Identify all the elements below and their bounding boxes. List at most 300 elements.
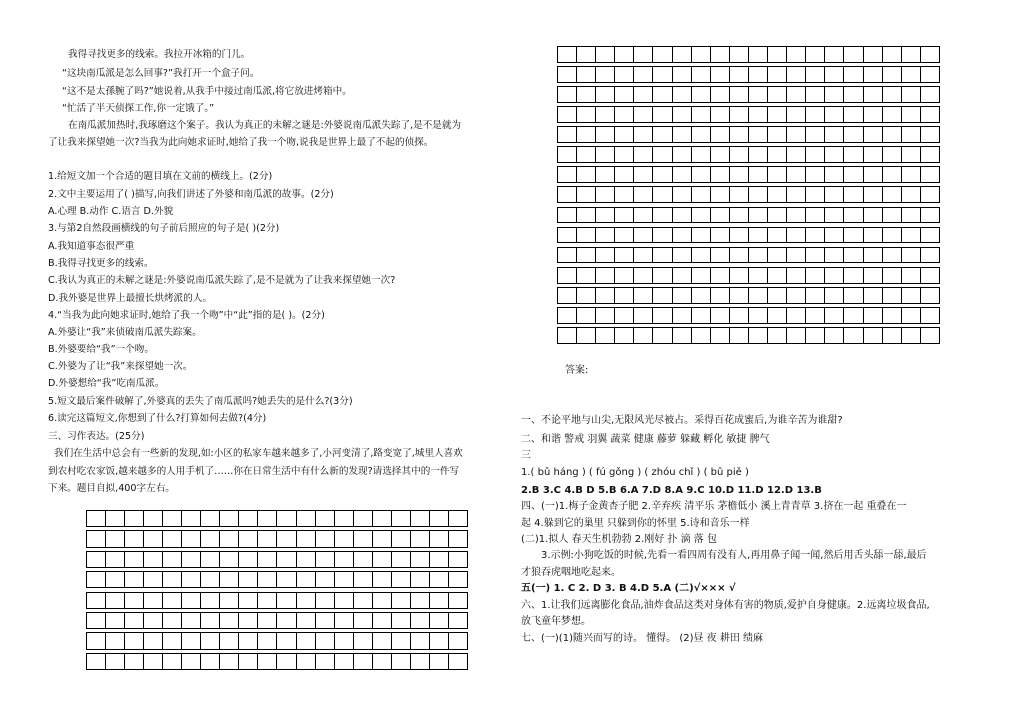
grid-cell	[806, 327, 825, 343]
grid-cell	[391, 653, 410, 669]
grid-cell	[748, 267, 767, 283]
grid-cell	[634, 227, 653, 243]
grid-cell	[787, 67, 806, 83]
grid-cell	[106, 633, 125, 649]
grid-cell	[577, 167, 596, 183]
grid-cell	[787, 327, 806, 343]
grid-cell	[125, 572, 144, 588]
grid-cell	[163, 633, 182, 649]
grid-cell	[920, 267, 939, 283]
question-4-option-c: C.外婆为了让“我”来探望她一次。	[48, 361, 193, 372]
grid-cell	[353, 551, 372, 567]
grid-cell	[634, 247, 653, 263]
grid-cell	[901, 107, 920, 123]
grid-cell	[653, 207, 672, 223]
grid-cell	[220, 613, 239, 629]
grid-cell	[125, 551, 144, 567]
grid-cell	[882, 47, 901, 63]
grid-row	[87, 531, 468, 547]
grid-cell	[87, 531, 106, 547]
grid-cell	[672, 147, 691, 163]
grid-cell	[577, 187, 596, 203]
grid-cell	[410, 551, 429, 567]
grid-cell	[277, 531, 296, 547]
grid-cell	[239, 511, 258, 527]
grid-cell	[920, 127, 939, 143]
grid-cell	[691, 307, 710, 323]
grid-cell	[615, 227, 634, 243]
grid-cell	[882, 267, 901, 283]
grid-row	[558, 67, 940, 83]
grid-cell	[672, 67, 691, 83]
grid-cell	[710, 267, 729, 283]
grid-cell	[220, 531, 239, 547]
grid-cell	[806, 67, 825, 83]
grid-cell	[410, 592, 429, 608]
grid-cell	[920, 307, 939, 323]
grid-row	[558, 227, 940, 243]
grid-cell	[710, 207, 729, 223]
grid-cell	[163, 511, 182, 527]
grid-cell	[277, 633, 296, 649]
grid-cell	[672, 127, 691, 143]
question-3-option-d: D.我外婆是世界上最擅长烘烤派的人。	[48, 293, 212, 304]
grid-cell	[372, 653, 391, 669]
grid-cell	[768, 127, 787, 143]
grid-cell	[920, 207, 939, 223]
grid-cell	[634, 267, 653, 283]
grid-cell	[615, 47, 634, 63]
grid-cell	[163, 592, 182, 608]
answer-line-6: 四、(一)1.梅子金黄杏子肥 2.辛弃疾 清平乐 茅檐低小 溪上青青草 3.挤在一起 重叠在一	[521, 501, 907, 512]
grid-cell	[353, 572, 372, 588]
composition-prompt-2: 到农村吃农家饭,越来越多的人用手机了……你在日常生活中有什么新的发现?请选择其中的一件写	[48, 466, 460, 477]
grid-cell	[144, 531, 163, 547]
grid-cell	[920, 287, 939, 303]
grid-cell	[825, 47, 844, 63]
grid-cell	[920, 67, 939, 83]
question-3-option-b: B.我得寻找更多的线索。	[48, 258, 154, 269]
grid-cell	[220, 511, 239, 527]
story-line-3: “这不是太孫腕了吗?”她说着,从我手中接过南瓜派,将它放进烤箱中。	[62, 86, 352, 97]
grid-cell	[748, 247, 767, 263]
grid-cell	[201, 592, 220, 608]
grid-cell	[334, 613, 353, 629]
grid-cell	[691, 207, 710, 223]
grid-cell	[558, 307, 577, 323]
grid-cell	[920, 227, 939, 243]
grid-cell	[806, 127, 825, 143]
grid-cell	[353, 613, 372, 629]
grid-cell	[653, 227, 672, 243]
grid-cell	[825, 307, 844, 323]
grid-cell	[863, 167, 882, 183]
grid-cell	[201, 511, 220, 527]
grid-cell	[144, 511, 163, 527]
grid-cell	[901, 267, 920, 283]
grid-cell	[882, 247, 901, 263]
grid-cell	[863, 107, 882, 123]
grid-cell	[882, 287, 901, 303]
grid-cell	[220, 572, 239, 588]
grid-cell	[182, 572, 201, 588]
grid-cell	[315, 511, 334, 527]
grid-cell	[239, 653, 258, 669]
grid-cell	[296, 572, 315, 588]
grid-cell	[787, 207, 806, 223]
grid-row	[558, 287, 940, 303]
grid-cell	[920, 327, 939, 343]
grid-cell	[844, 47, 863, 63]
grid-cell	[144, 653, 163, 669]
grid-cell	[125, 613, 144, 629]
grid-cell	[634, 167, 653, 183]
grid-cell	[558, 327, 577, 343]
grid-cell	[825, 147, 844, 163]
grid-cell	[863, 267, 882, 283]
grid-cell	[239, 633, 258, 649]
grid-cell	[901, 327, 920, 343]
grid-cell	[334, 572, 353, 588]
grid-cell	[239, 531, 258, 547]
grid-cell	[882, 127, 901, 143]
grid-cell	[634, 47, 653, 63]
grid-cell	[334, 592, 353, 608]
answer-title: 答案:	[565, 365, 589, 376]
grid-cell	[615, 127, 634, 143]
answer-line-8: (二)1.拟人 春天生机勃勃 2.刚好 扑 滴 落 包	[521, 534, 717, 545]
story-line-5: 在南瓜派加热时,我琢磨这个案子。我认为真正的未解之谜是:外婆说南瓜派失踪了,是不是就为	[68, 120, 462, 131]
grid-cell	[615, 87, 634, 103]
grid-cell	[882, 67, 901, 83]
grid-cell	[410, 531, 429, 547]
grid-cell	[844, 147, 863, 163]
grid-cell	[201, 633, 220, 649]
grid-cell	[429, 653, 448, 669]
grid-cell	[634, 287, 653, 303]
grid-cell	[748, 167, 767, 183]
grid-cell	[106, 592, 125, 608]
question-4-option-b: B.外婆要给“我”一个吻。	[48, 344, 154, 355]
grid-cell	[882, 167, 901, 183]
grid-cell	[87, 511, 106, 527]
question-3: 3.与第2自然段画横线的句子前后照应的句子是( )(2分)	[48, 223, 280, 234]
grid-cell	[672, 307, 691, 323]
grid-cell	[182, 551, 201, 567]
grid-cell	[825, 267, 844, 283]
grid-cell	[410, 572, 429, 588]
grid-cell	[882, 107, 901, 123]
grid-cell	[882, 187, 901, 203]
grid-cell	[787, 287, 806, 303]
grid-cell	[806, 167, 825, 183]
grid-cell	[296, 531, 315, 547]
grid-cell	[201, 653, 220, 669]
grid-cell	[201, 551, 220, 567]
grid-cell	[106, 613, 125, 629]
grid-cell	[863, 287, 882, 303]
grid-cell	[882, 147, 901, 163]
grid-cell	[106, 551, 125, 567]
grid-cell	[691, 107, 710, 123]
grid-cell	[882, 227, 901, 243]
grid-cell	[748, 127, 767, 143]
grid-cell	[672, 207, 691, 223]
grid-cell	[844, 187, 863, 203]
grid-cell	[125, 511, 144, 527]
grid-cell	[672, 47, 691, 63]
grid-cell	[729, 67, 748, 83]
grid-row	[558, 147, 940, 163]
grid-cell	[806, 227, 825, 243]
grid-cell	[787, 167, 806, 183]
story-line-2: “这块南瓜派是怎么回事?”我打开一个盒子问。	[62, 68, 260, 79]
grid-cell	[825, 67, 844, 83]
question-1: 1.给短文加一个合适的题目填在文前的横线上。(2分)	[48, 171, 273, 182]
grid-cell	[577, 247, 596, 263]
grid-cell	[577, 87, 596, 103]
grid-cell	[634, 67, 653, 83]
grid-cell	[787, 47, 806, 63]
grid-cell	[372, 572, 391, 588]
grid-row	[87, 592, 468, 608]
grid-cell	[220, 551, 239, 567]
composition-prompt-3: 下来。题目自拟,400字左右。	[48, 483, 175, 494]
grid-cell	[353, 511, 372, 527]
grid-cell	[106, 572, 125, 588]
grid-cell	[577, 227, 596, 243]
grid-cell	[691, 287, 710, 303]
grid-cell	[87, 633, 106, 649]
answer-line-14: 七、(一)(1)随兴而写的诗。 懂得。 (2)昼 夜 耕田 绩麻	[521, 633, 764, 644]
grid-cell	[863, 47, 882, 63]
grid-cell	[277, 613, 296, 629]
grid-cell	[901, 147, 920, 163]
grid-cell	[163, 613, 182, 629]
grid-cell	[615, 107, 634, 123]
grid-cell	[577, 327, 596, 343]
grid-cell	[429, 531, 448, 547]
grid-cell	[901, 307, 920, 323]
grid-cell	[825, 87, 844, 103]
grid-cell	[653, 167, 672, 183]
grid-cell	[901, 47, 920, 63]
grid-cell	[144, 592, 163, 608]
grid-cell	[615, 327, 634, 343]
grid-cell	[710, 247, 729, 263]
grid-cell	[125, 531, 144, 547]
grid-cell	[429, 511, 448, 527]
answer-line-7: 起 4.躲到它的巢里 只躲到你的怀里 5.诗和音乐一样	[521, 518, 750, 529]
grid-cell	[691, 127, 710, 143]
grid-cell	[691, 87, 710, 103]
grid-cell	[863, 147, 882, 163]
question-4-option-d: D.外婆想给“我”吃南瓜派。	[48, 378, 165, 389]
grid-cell	[106, 511, 125, 527]
grid-cell	[787, 227, 806, 243]
grid-cell	[691, 247, 710, 263]
grid-cell	[691, 227, 710, 243]
grid-cell	[787, 247, 806, 263]
grid-cell	[410, 511, 429, 527]
grid-cell	[577, 267, 596, 283]
grid-cell	[558, 187, 577, 203]
answer-line-12: 六、1.让我们远离膨化食品,油炸食品这类对身体有害的物质,爱护自身健康。2.远离垃圾食品,	[521, 600, 930, 611]
grid-cell	[844, 287, 863, 303]
grid-cell	[653, 287, 672, 303]
grid-cell	[634, 187, 653, 203]
grid-cell	[634, 307, 653, 323]
story-line-1: 我得寻找更多的线索。我拉开冰箱的门儿。	[68, 49, 251, 60]
grid-cell	[577, 67, 596, 83]
grid-cell	[920, 167, 939, 183]
grid-cell	[163, 531, 182, 547]
grid-cell	[558, 247, 577, 263]
grid-cell	[239, 551, 258, 567]
grid-cell	[596, 247, 615, 263]
grid-cell	[353, 531, 372, 547]
grid-cell	[806, 147, 825, 163]
question-2: 2.文中主要运用了( )描写,向我们讲述了外婆和南瓜派的故事。(2分)	[48, 189, 334, 200]
grid-cell	[353, 592, 372, 608]
grid-cell	[558, 67, 577, 83]
grid-cell	[448, 572, 467, 588]
grid-cell	[125, 592, 144, 608]
grid-cell	[768, 307, 787, 323]
grid-row	[558, 127, 940, 143]
grid-cell	[296, 633, 315, 649]
grid-cell	[106, 653, 125, 669]
grid-cell	[920, 147, 939, 163]
grid-cell	[144, 572, 163, 588]
grid-cell	[182, 633, 201, 649]
grid-cell	[558, 207, 577, 223]
grid-cell	[748, 327, 767, 343]
grid-cell	[710, 127, 729, 143]
composition-prompt-1: 我们在生活中总会有一些新的发现,如:小区的私家车越来越多了,小河变清了,路变宽了,城里人喜欢	[54, 448, 463, 459]
grid-row	[558, 107, 940, 123]
grid-cell	[710, 187, 729, 203]
grid-cell	[729, 127, 748, 143]
grid-cell	[825, 227, 844, 243]
grid-cell	[239, 592, 258, 608]
grid-cell	[710, 227, 729, 243]
grid-cell	[144, 551, 163, 567]
grid-cell	[372, 511, 391, 527]
grid-cell	[558, 267, 577, 283]
grid-cell	[748, 107, 767, 123]
grid-cell	[296, 653, 315, 669]
grid-cell	[182, 531, 201, 547]
grid-cell	[710, 307, 729, 323]
grid-cell	[634, 107, 653, 123]
grid-cell	[672, 247, 691, 263]
grid-cell	[844, 227, 863, 243]
grid-cell	[768, 247, 787, 263]
grid-cell	[653, 247, 672, 263]
grid-cell	[748, 47, 767, 63]
grid-cell	[729, 187, 748, 203]
grid-cell	[729, 327, 748, 343]
grid-row	[87, 511, 468, 527]
grid-cell	[596, 287, 615, 303]
grid-cell	[315, 592, 334, 608]
composition-writing-grid-left	[86, 510, 468, 670]
grid-cell	[901, 227, 920, 243]
grid-cell	[558, 227, 577, 243]
grid-cell	[558, 127, 577, 143]
answer-line-5: 2.B 3.C 4.B D 5.B 6.A 7.D 8.A 9.C 10.D 11.D 12.D 13.B	[521, 485, 822, 496]
grid-row	[558, 207, 940, 223]
grid-cell	[863, 87, 882, 103]
grid-cell	[806, 287, 825, 303]
grid-cell	[748, 287, 767, 303]
grid-cell	[372, 613, 391, 629]
grid-cell	[710, 67, 729, 83]
answer-line-10: 才狼吞虎咽地吃起来。	[521, 567, 621, 578]
grid-cell	[220, 653, 239, 669]
section-3-heading: 三、习作表达。(25分)	[48, 431, 145, 442]
grid-cell	[596, 67, 615, 83]
grid-cell	[825, 327, 844, 343]
grid-cell	[710, 87, 729, 103]
grid-cell	[748, 87, 767, 103]
grid-cell	[920, 187, 939, 203]
grid-cell	[653, 87, 672, 103]
grid-cell	[806, 247, 825, 263]
grid-cell	[806, 267, 825, 283]
grid-cell	[144, 613, 163, 629]
grid-cell	[787, 127, 806, 143]
grid-cell	[748, 207, 767, 223]
grid-cell	[710, 107, 729, 123]
grid-cell	[334, 633, 353, 649]
grid-cell	[672, 167, 691, 183]
grid-cell	[634, 147, 653, 163]
grid-cell	[768, 227, 787, 243]
grid-cell	[672, 287, 691, 303]
grid-cell	[87, 653, 106, 669]
grid-cell	[672, 187, 691, 203]
grid-cell	[825, 167, 844, 183]
grid-cell	[391, 511, 410, 527]
grid-cell	[844, 67, 863, 83]
grid-cell	[710, 287, 729, 303]
grid-cell	[729, 307, 748, 323]
grid-cell	[239, 572, 258, 588]
grid-cell	[787, 107, 806, 123]
grid-cell	[672, 327, 691, 343]
grid-cell	[653, 47, 672, 63]
grid-cell	[710, 147, 729, 163]
grid-cell	[787, 307, 806, 323]
grid-cell	[901, 247, 920, 263]
grid-cell	[87, 592, 106, 608]
grid-cell	[863, 247, 882, 263]
grid-cell	[106, 531, 125, 547]
grid-cell	[729, 147, 748, 163]
grid-cell	[710, 47, 729, 63]
grid-cell	[372, 592, 391, 608]
grid-cell	[863, 187, 882, 203]
grid-cell	[615, 67, 634, 83]
grid-cell	[863, 327, 882, 343]
grid-cell	[844, 107, 863, 123]
grid-cell	[768, 87, 787, 103]
grid-cell	[220, 633, 239, 649]
grid-cell	[825, 247, 844, 263]
grid-cell	[691, 67, 710, 83]
